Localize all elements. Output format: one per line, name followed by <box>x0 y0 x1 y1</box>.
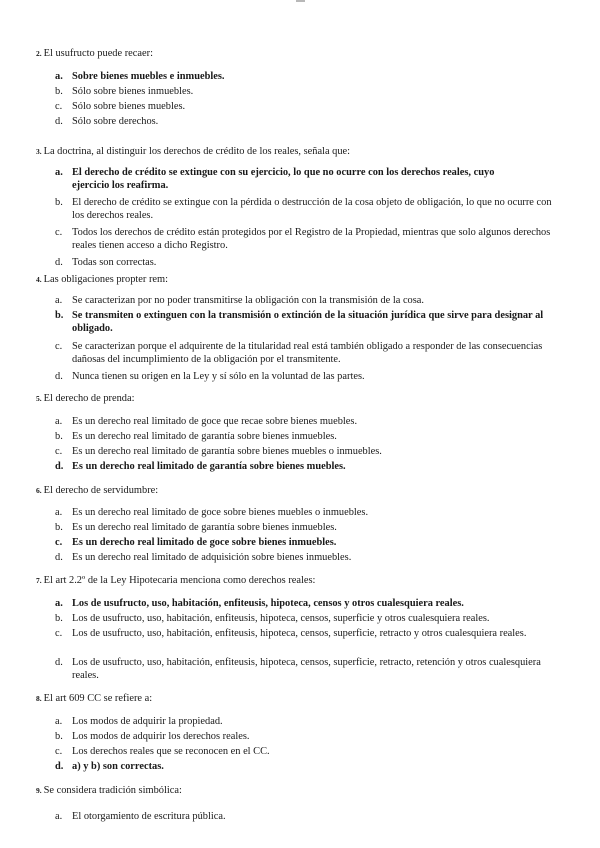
question-number: 3. <box>36 147 42 156</box>
option-text: Es un derecho real limitado de goce sobre bienes muebles o inmuebles. <box>72 507 369 518</box>
option-letter: a. <box>55 598 63 609</box>
option-8c <box>55 745 565 758</box>
option-letter: c. <box>55 101 63 112</box>
option-3a <box>55 166 565 192</box>
option-7d <box>55 656 565 682</box>
option-5a <box>55 415 565 428</box>
option-7b <box>55 612 565 625</box>
question-text: El art 2.2º de la Ley Hipotecaria menciona como derechos reales: <box>43 575 316 586</box>
option-text: Es un derecho real limitado de goce sobre bienes inmuebles. <box>72 537 337 548</box>
question-8 <box>36 692 152 705</box>
option-text: Es un derecho real limitado de garantía sobre bienes inmuebles. <box>72 431 337 442</box>
option-5d <box>55 460 565 473</box>
option-text: Se caracterizan por no poder transmitirse la obligación con la transmisión de la cosa. <box>72 295 425 306</box>
option-2c <box>55 100 565 113</box>
option-letter: a. <box>55 507 63 518</box>
option-letter: d. <box>55 371 63 382</box>
option-text: Los de usufructo, uso, habitación, enfiteusis, hipoteca, censos, superficie y otros cualesquiera reales. <box>72 613 490 624</box>
option-letter: a. <box>55 416 63 427</box>
option-2d <box>55 115 565 128</box>
option-text: Los de usufructo, uso, habitación, enfiteusis, hipoteca, censos, superficie, retracto, retención y otros cualesquiera reales. <box>72 657 541 681</box>
option-7a <box>55 597 565 610</box>
option-letter: b. <box>55 86 63 97</box>
option-text: Es un derecho real limitado de garantía sobre bienes muebles o inmuebles. <box>72 446 382 457</box>
option-letter: d. <box>55 552 63 563</box>
option-8a <box>55 715 565 728</box>
option-text: El otorgamiento de escritura pública. <box>72 811 226 822</box>
option-text: Se caracterizan porque el adquirente de la titularidad real está también obligado a responder de las consecuencias dañosas del incumplimiento de la obligación por el transmitente. <box>72 341 543 365</box>
option-text: Los de usufructo, uso, habitación, enfiteusis, hipoteca, censos y otros cualesquiera reales. <box>72 598 464 609</box>
question-6 <box>36 484 158 497</box>
option-letter: a. <box>55 295 63 306</box>
question-number: 9. <box>36 786 42 795</box>
option-text: Los modos de adquirir la propiedad. <box>72 716 223 727</box>
option-letter: a. <box>55 811 63 822</box>
option-2a <box>55 70 565 83</box>
option-6a <box>55 506 565 519</box>
option-letter: b. <box>55 731 63 742</box>
option-6d <box>55 551 565 564</box>
option-text: a) y b) son correctas. <box>72 761 164 772</box>
option-text: Los modos de adquirir los derechos reales. <box>72 731 250 742</box>
option-text: Sólo sobre derechos. <box>72 116 159 127</box>
option-text: Sobre bienes muebles e inmuebles. <box>72 71 225 82</box>
question-text: El usufructo puede recaer: <box>43 48 153 59</box>
option-text: Todos los derechos de crédito están protegidos por el Registro de la Propiedad, mientras que solo algunos derechos reales tienen acceso a dicho Registro. <box>72 227 551 251</box>
option-4a <box>55 294 565 307</box>
question-4 <box>36 273 168 286</box>
option-9a <box>55 810 565 823</box>
question-3 <box>36 145 350 158</box>
option-2b <box>55 85 565 98</box>
option-text: El derecho de crédito se extingue con su ejercicio, lo que no ocurre con los derechos reales, cuyo ejercicio los reafirma. <box>72 167 495 191</box>
question-text: La doctrina, al distinguir los derechos de crédito de los reales, señala que: <box>43 146 351 157</box>
option-text: Se transmiten o extinguen con la transmisión o extinción de la situación jurídica que sirve para designar al obligado. <box>72 310 544 334</box>
option-5c <box>55 445 565 458</box>
question-text: El derecho de servidumbre: <box>43 485 159 496</box>
option-text: Sólo sobre bienes muebles. <box>72 101 186 112</box>
question-9 <box>36 784 182 797</box>
option-letter: d. <box>55 761 64 772</box>
option-text: Todas son correctas. <box>72 257 157 268</box>
option-3c <box>55 226 565 252</box>
option-letter: c. <box>55 446 63 457</box>
option-text: Es un derecho real limitado de adquisición sobre bienes inmuebles. <box>72 552 352 563</box>
question-number: 5. <box>36 394 42 403</box>
question-text: El derecho de prenda: <box>43 393 135 404</box>
question-7 <box>36 574 315 587</box>
option-text: Los derechos reales que se reconocen en el CC. <box>72 746 270 757</box>
option-letter: b. <box>55 613 63 624</box>
option-text: Los de usufructo, uso, habitación, enfiteusis, hipoteca, censos, superficie, retracto y otros cualesquiera reales. <box>72 628 527 639</box>
question-text: Se considera tradición simbólica: <box>43 785 182 796</box>
option-6c <box>55 536 565 549</box>
option-8d <box>55 760 565 773</box>
question-number: 4. <box>36 275 42 284</box>
option-3b <box>55 196 565 222</box>
option-letter: a. <box>55 716 63 727</box>
option-letter: c. <box>55 746 63 757</box>
option-letter: c. <box>55 341 63 352</box>
option-text: Es un derecho real limitado de garantía sobre bienes inmuebles. <box>72 522 337 533</box>
option-letter: d. <box>55 116 63 127</box>
question-number: 8. <box>36 694 42 703</box>
option-letter: a. <box>55 71 63 82</box>
option-letter: c. <box>55 628 63 639</box>
option-text: El derecho de crédito se extingue con la pérdida o destrucción de la cosa objeto de obligación, lo que no ocurre con los derechos reales. <box>72 197 552 221</box>
question-text: Las obligaciones propter rem: <box>43 274 168 285</box>
option-text: Sólo sobre bienes inmuebles. <box>72 86 194 97</box>
option-text: Nunca tienen su origen en la Ley y sí sólo en la voluntad de las partes. <box>72 371 365 382</box>
question-2 <box>36 47 153 60</box>
option-letter: d. <box>55 257 63 268</box>
option-letter: c. <box>55 537 63 548</box>
option-6b <box>55 521 565 534</box>
option-5b <box>55 430 565 443</box>
option-letter: b. <box>55 431 63 442</box>
question-text: El art 609 CC se refiere a: <box>43 693 153 704</box>
option-letter: c. <box>55 227 63 238</box>
option-4d <box>55 370 565 383</box>
option-letter: b. <box>55 310 64 321</box>
option-letter: a. <box>55 167 63 178</box>
option-7c <box>55 627 565 640</box>
option-text: Es un derecho real limitado de goce que recae sobre bienes muebles. <box>72 416 358 427</box>
question-5 <box>36 392 135 405</box>
option-letter: d. <box>55 461 64 472</box>
option-4c <box>55 340 565 366</box>
option-letter: b. <box>55 197 63 208</box>
question-number: 6. <box>36 486 42 495</box>
option-letter: b. <box>55 522 63 533</box>
option-letter: d. <box>55 657 63 668</box>
option-3d <box>55 256 565 269</box>
option-8b <box>55 730 565 743</box>
question-number: 7. <box>36 576 42 585</box>
option-4b <box>55 309 565 335</box>
option-text: Es un derecho real limitado de garantía sobre bienes muebles. <box>72 461 346 472</box>
page-header-mark <box>296 0 305 2</box>
question-number: 2. <box>36 49 42 58</box>
